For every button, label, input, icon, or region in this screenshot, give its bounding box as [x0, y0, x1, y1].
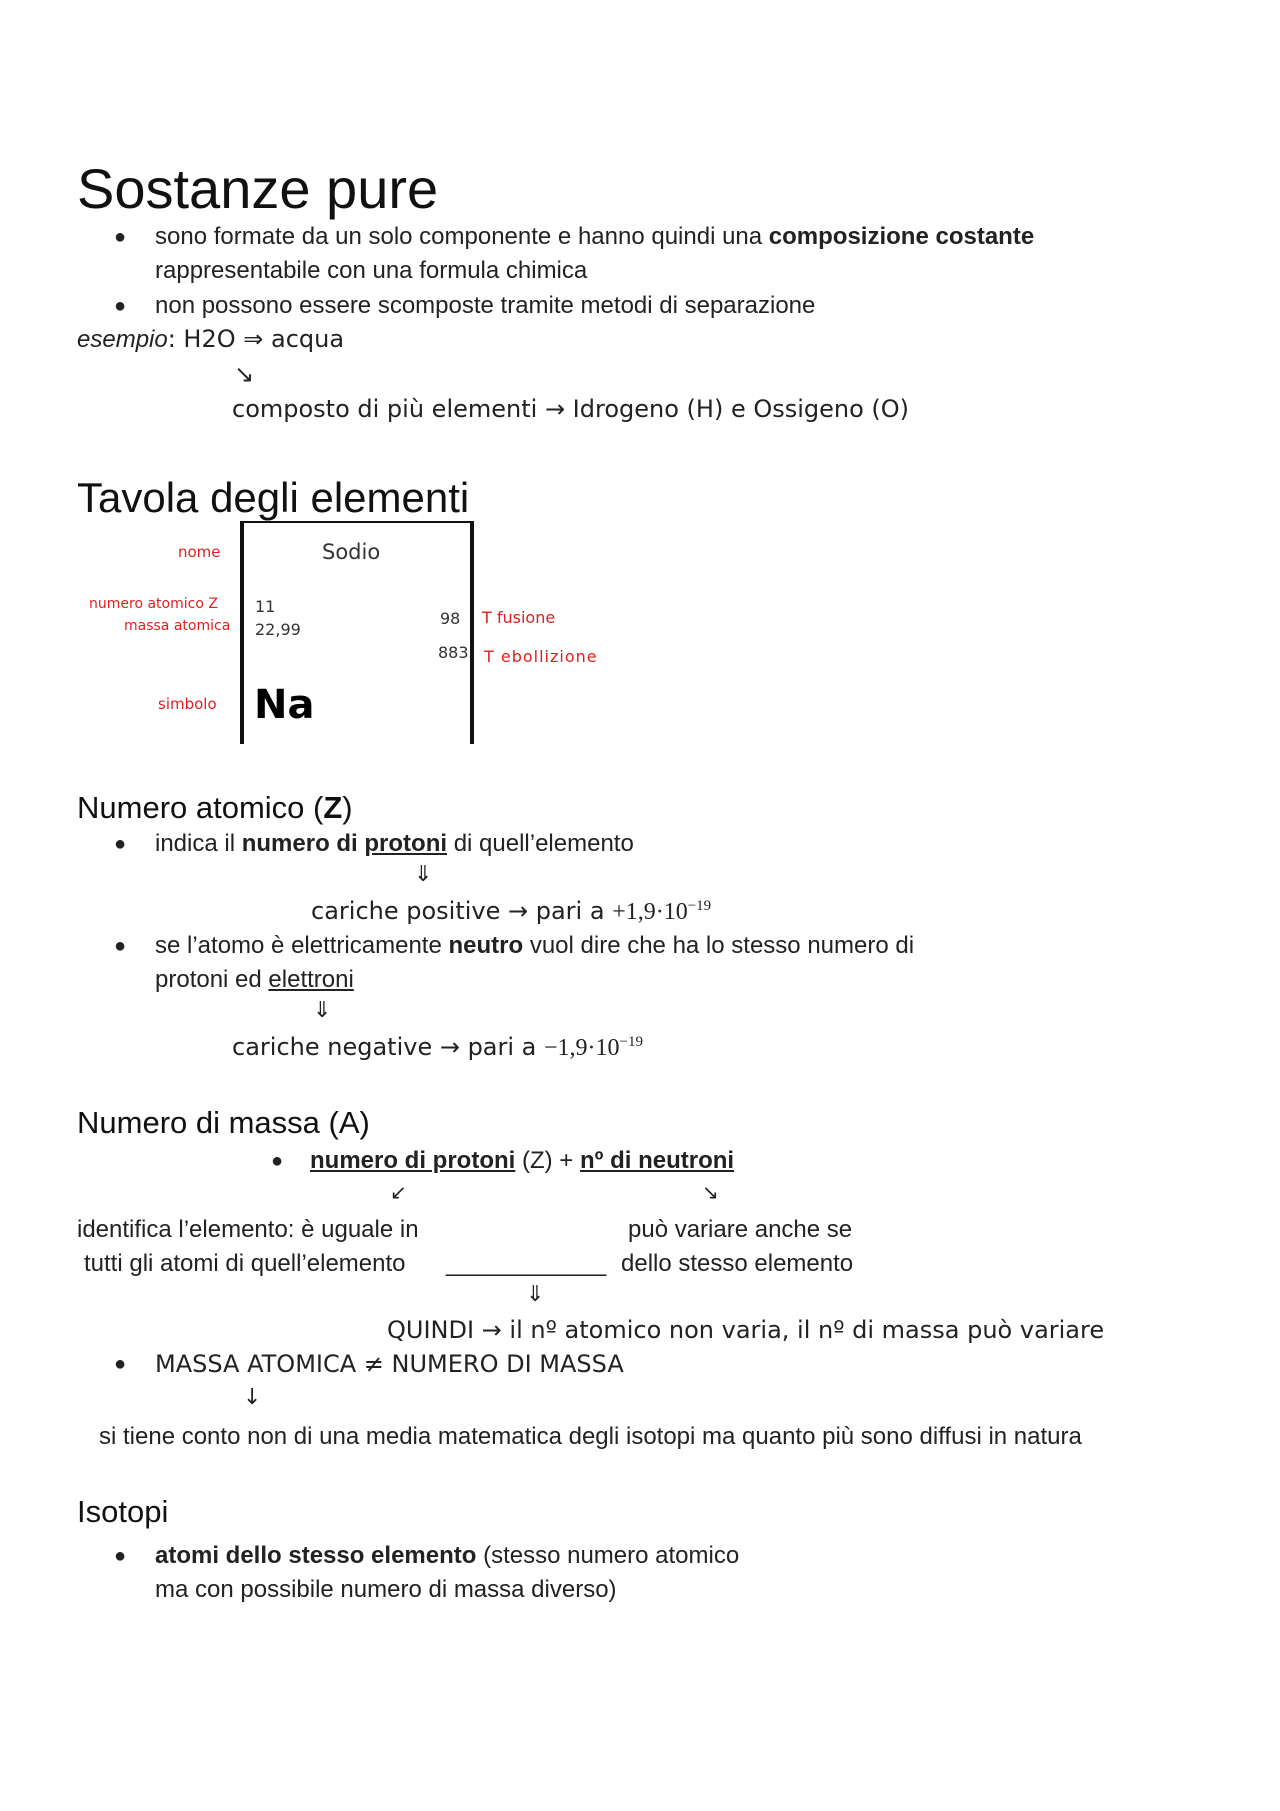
atomic-bullet-2: se l’atomo è elettricamente neutro vuol dire che ha lo stesso numero di: [155, 932, 915, 959]
mass-right-line-1: può variare anche se: [628, 1216, 853, 1243]
mass-left-line-1: identifica l’elemento: è uguale in: [77, 1216, 419, 1243]
mass-formula: numero di protoni (Z) + nº di neutroni: [310, 1147, 735, 1174]
mass-bullet-2: MASSA ATOMICA ≠ NUMERO DI MASSA: [155, 1350, 624, 1378]
element-atomic-number: 11: [255, 597, 276, 616]
arrow-double-down-icon: ⇓: [526, 1282, 545, 1307]
element-name: Sodio: [322, 540, 381, 564]
pure-bullet-1-cont: rappresentabile con una formula chimica: [155, 257, 588, 284]
cell-right-border: [470, 521, 474, 744]
arrow-double-down-icon: ⇓: [313, 998, 332, 1023]
negative-charges: cariche negative → pari $a -1,9\cdot 10^{-19}$: [232, 1033, 644, 1061]
mass-separator-line: ____________: [446, 1250, 607, 1277]
title-isotopi: Isotopi: [77, 1494, 169, 1529]
isotopes-bullet-1: atomi dello stesso elemento (stesso numero atomico: [155, 1542, 740, 1569]
bullet-dot: ●: [114, 833, 127, 855]
mass-left-line-2: tutti gli atomi di quell’elemento: [84, 1250, 406, 1277]
arrow-double-down-icon: ⇓: [414, 862, 433, 887]
example-line: esempio: H2O ⇒ acqua: [77, 325, 345, 353]
label-massa-atomica: massa atomica: [124, 618, 231, 634]
label-t-fusione: T fusione: [482, 608, 556, 627]
label-numero-atomico: numero atomico Z: [89, 596, 218, 612]
title-numero-atomico: Numero atomico (Z): [77, 790, 353, 825]
bullet-dot: ●: [114, 295, 127, 317]
element-symbol: Na: [254, 682, 315, 728]
label-t-ebollizione: T ebollizione: [484, 647, 598, 666]
positive-charges: cariche positive → pari $a +1,9\cdot 10^{-19}$: [311, 897, 712, 925]
pure-bullet-2: non possono essere scomposte tramite metodi di separazione: [155, 292, 816, 319]
atomic-bullet-2-cont: protoni ed elettroni: [155, 966, 354, 993]
bullet-dot: ●: [114, 1545, 127, 1567]
bullet-dot: ●: [114, 1353, 127, 1375]
bullet-dot: ●: [114, 935, 127, 957]
element-boiling-point: 883: [438, 643, 469, 662]
title-numero-di-massa: Numero di massa (A): [77, 1105, 370, 1140]
label-simbolo: simbolo: [158, 695, 217, 713]
cell-top-border: [244, 521, 470, 523]
label-nome: nome: [178, 543, 221, 561]
atomic-bullet-1: indica il numero di protoni di quell’elemento: [155, 830, 634, 857]
title-tavola: Tavola degli elementi: [77, 474, 470, 521]
arrow-down-left-icon: ↙: [390, 1180, 407, 1204]
arrow-down-right-icon: ↘: [702, 1180, 719, 1204]
arrow-down-right-icon: ↘: [234, 360, 255, 388]
element-melting-point: 98: [440, 609, 461, 628]
mass-note: si tiene conto non di una media matematica degli isotopi ma quanto più sono diffusi in natura: [99, 1423, 1082, 1450]
mass-right-line-2: dello stesso elemento: [621, 1250, 854, 1277]
title-sostanze-pure: Sostanze pure: [77, 157, 439, 220]
compound-text: composto di più elementi → Idrogeno (H) e Ossigeno (O): [232, 395, 910, 423]
bullet-dot: ●: [114, 226, 127, 248]
cell-left-border: [240, 521, 244, 744]
pure-bullet-1: sono formate da un solo componente e hanno quindi una composizione costante: [155, 223, 1035, 250]
bullet-dot: ●: [271, 1150, 284, 1172]
element-atomic-mass: 22,99: [255, 620, 301, 639]
quindi-text: QUINDI → il nº atomico non varia, il nº di massa può variare: [387, 1316, 1105, 1344]
isotopes-bullet-1-cont: ma con possibile numero di massa diverso): [155, 1576, 617, 1603]
arrow-down-icon: ↓: [243, 1385, 262, 1410]
